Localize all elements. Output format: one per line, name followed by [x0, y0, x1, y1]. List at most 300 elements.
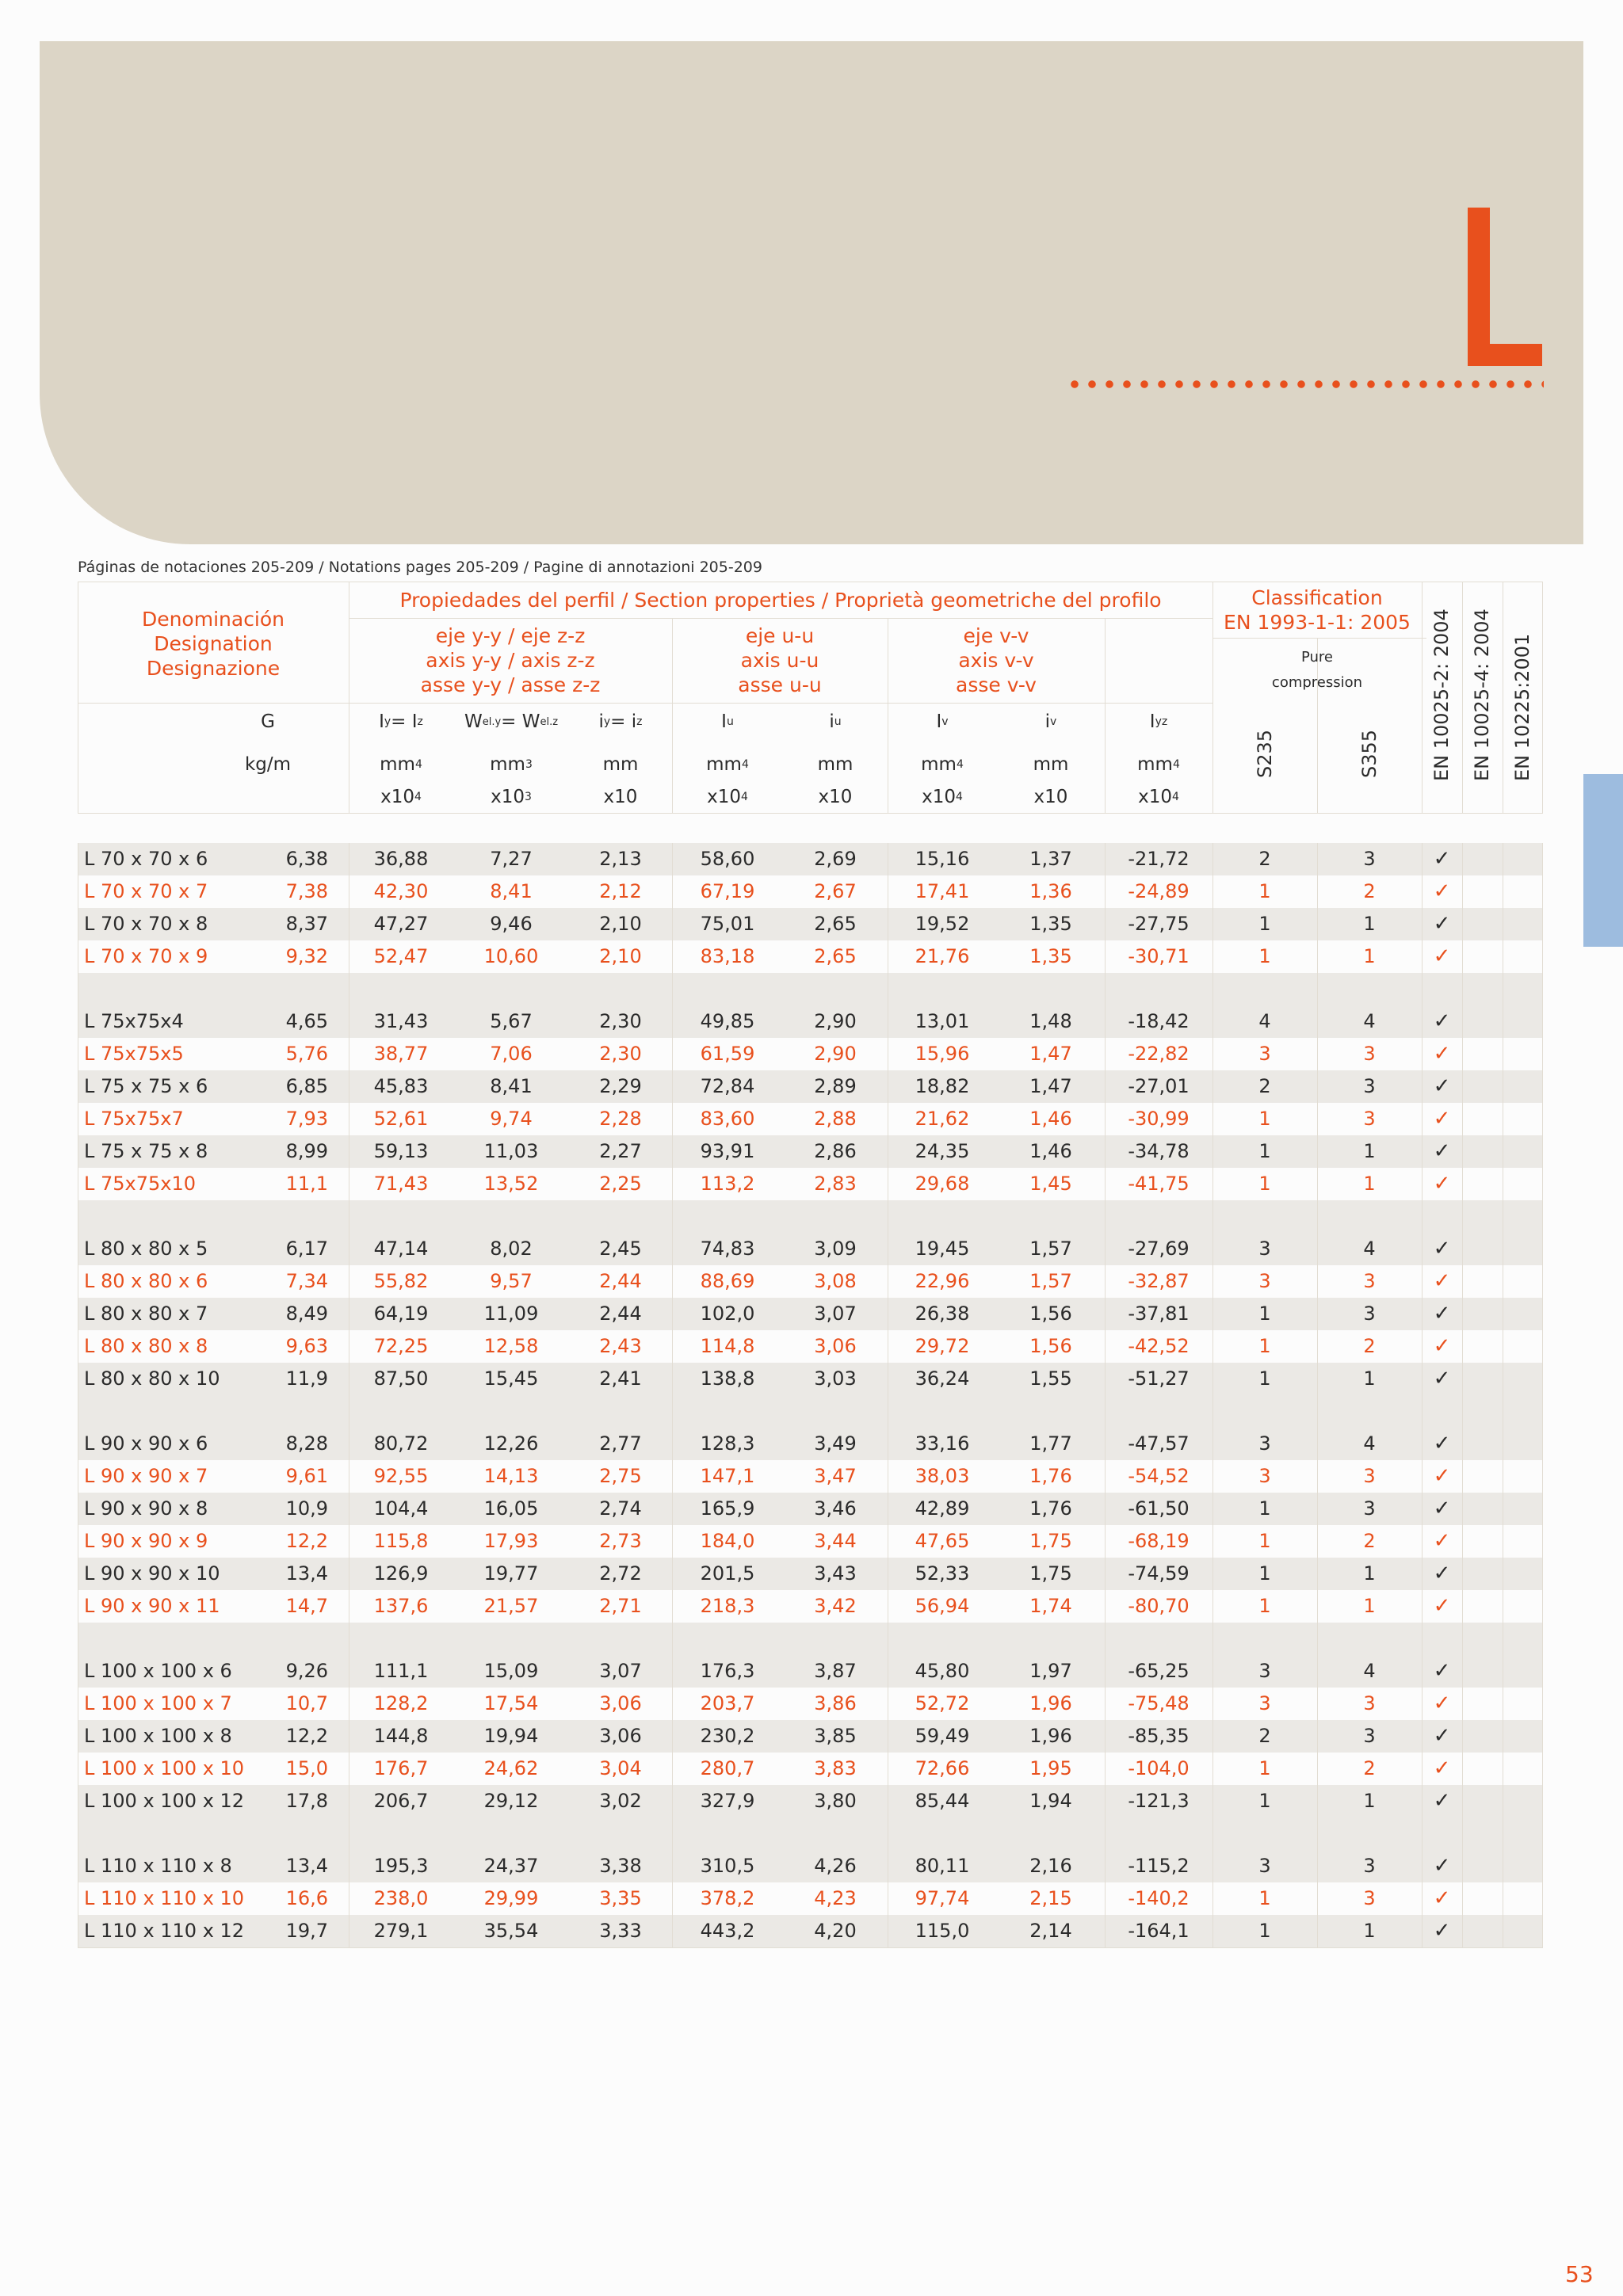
cell-iu: 203,7: [700, 1692, 755, 1714]
table-row: [78, 1590, 1543, 1623]
table-row: [78, 1720, 1543, 1753]
cell-wel: 8,02: [490, 1238, 533, 1260]
cell-iyz: -37,81: [1128, 1302, 1190, 1325]
cell-wel: 11,03: [483, 1140, 539, 1162]
col-iy-symbol: I y = I z: [379, 711, 423, 732]
cell-iu: 147,1: [700, 1465, 755, 1487]
cell-iv: 115,0: [915, 1920, 970, 1942]
cell-d: L 90 x 90 x 11: [84, 1595, 220, 1617]
cell-s355: 1: [1363, 1790, 1376, 1812]
table-row: [78, 1330, 1543, 1363]
table-row: [78, 1558, 1543, 1590]
cell-iy: 92,55: [373, 1465, 429, 1487]
cell-ru: 2,88: [814, 1108, 857, 1130]
cell-s235: 1: [1258, 1108, 1271, 1130]
cell-iv: 21,62: [915, 1108, 970, 1130]
cell-s235: 3: [1258, 1660, 1271, 1682]
cell-iy: 31,43: [373, 1010, 429, 1032]
cell-ru: 3,46: [814, 1497, 857, 1520]
cell-ry: 3,38: [599, 1855, 642, 1877]
cell-g: 10,9: [285, 1497, 328, 1520]
check-icon: ✓: [1433, 1139, 1451, 1163]
cell-g: 8,28: [285, 1432, 328, 1455]
cell-iyz: -65,25: [1128, 1660, 1190, 1682]
cell-s235: 3: [1258, 1043, 1271, 1065]
cell-s235: 1: [1258, 1302, 1271, 1325]
cell-rv: 1,48: [1029, 1010, 1072, 1032]
table-row: [78, 1915, 1543, 1947]
cell-g: 8,37: [285, 913, 328, 935]
cell-iyz: -85,35: [1128, 1725, 1190, 1747]
group-spacer-row: [78, 1623, 1543, 1655]
cell-d: L 110 x 110 x 10: [84, 1887, 245, 1909]
cell-d: L 90 x 90 x 7: [84, 1465, 208, 1487]
cell-iyz: -34,78: [1128, 1140, 1190, 1162]
col-ry-symbol: i y = i z: [598, 711, 643, 732]
table-row: [78, 1688, 1543, 1720]
col-wel-unit: mm 3: [490, 754, 533, 775]
cell-iyz: -115,2: [1128, 1855, 1190, 1877]
table-row: [78, 1428, 1543, 1460]
cell-ry: 2,12: [599, 880, 642, 902]
group-spacer-row: [78, 1817, 1543, 1850]
check-icon: ✓: [1433, 1886, 1451, 1910]
cell-s235: 2: [1258, 1075, 1271, 1097]
cell-wel: 29,99: [483, 1887, 539, 1909]
cell-iy: 38,77: [373, 1043, 429, 1065]
cell-iyz: -30,99: [1128, 1108, 1190, 1130]
cell-iu: 67,19: [700, 880, 755, 902]
group-spacer-row: [78, 973, 1543, 1005]
cell-iy: 47,14: [373, 1238, 429, 1260]
cell-iu: 83,60: [700, 1108, 755, 1130]
cell-rv: 2,14: [1029, 1920, 1072, 1942]
check-icon: ✓: [1433, 1107, 1451, 1131]
cell-wel: 19,94: [483, 1725, 539, 1747]
cell-ru: 3,83: [814, 1757, 857, 1779]
cell-wel: 8,41: [490, 1075, 533, 1097]
cell-s355: 3: [1363, 1108, 1376, 1130]
cell-iyz: -41,75: [1128, 1173, 1190, 1195]
cell-ry: 2,10: [599, 913, 642, 935]
cell-s355: 4: [1363, 1660, 1376, 1682]
cell-s355: 1: [1363, 1140, 1376, 1162]
cell-s355: 2: [1363, 1757, 1376, 1779]
cell-g: 12,2: [285, 1530, 328, 1552]
cell-ry: 2,13: [599, 848, 642, 870]
cell-wel: 12,58: [483, 1335, 539, 1357]
table-row: [78, 1265, 1543, 1298]
check-icon: ✓: [1433, 1789, 1451, 1813]
cell-iu: 102,0: [700, 1302, 755, 1325]
cell-ru: 2,86: [814, 1140, 857, 1162]
cell-iv: 38,03: [915, 1465, 970, 1487]
cell-rv: 1,47: [1029, 1075, 1072, 1097]
cell-iu: 49,85: [700, 1010, 755, 1032]
col-rv-factor: x10: [1033, 787, 1068, 807]
cell-iu: 75,01: [700, 913, 755, 935]
cell-iu: 74,83: [700, 1238, 755, 1260]
cell-iyz: -121,3: [1128, 1790, 1190, 1812]
cell-wel: 35,54: [483, 1920, 539, 1942]
cell-iyz: -18,42: [1128, 1010, 1190, 1032]
cell-s235: 3: [1258, 1465, 1271, 1487]
col-iv-symbol: I v: [936, 711, 949, 732]
cell-g: 4,65: [285, 1010, 328, 1032]
cell-ry: 2,30: [599, 1010, 642, 1032]
cell-wel: 29,12: [483, 1790, 539, 1812]
col-iu-unit: mm 4: [706, 754, 749, 775]
table-row: [78, 843, 1543, 875]
cell-s235: 1: [1258, 945, 1271, 967]
cell-iv: 52,33: [915, 1562, 970, 1585]
cell-wel: 15,09: [483, 1660, 539, 1682]
table-row: [78, 1655, 1543, 1688]
cell-iu: 165,9: [700, 1497, 755, 1520]
col-rv-symbol: i v: [1044, 711, 1057, 732]
cell-iu: 378,2: [700, 1887, 755, 1909]
cell-ry: 2,10: [599, 945, 642, 967]
cell-ru: 2,67: [814, 880, 857, 902]
cell-ru: 3,86: [814, 1692, 857, 1714]
cell-iv: 80,11: [915, 1855, 970, 1877]
cell-ru: 2,90: [814, 1010, 857, 1032]
cell-ry: 3,35: [599, 1887, 642, 1909]
table-row: [78, 1298, 1543, 1330]
axis-yz-header: eje y-y / eje z-z axis y-y / axis z-z asse y-y / asse z-z: [420, 624, 601, 696]
cell-g: 9,26: [285, 1660, 328, 1682]
check-icon: ✓: [1433, 1464, 1451, 1488]
table-row: [78, 940, 1543, 973]
cell-iy: 52,47: [373, 945, 429, 967]
cell-s235: 1: [1258, 1757, 1271, 1779]
cell-ru: 3,49: [814, 1432, 857, 1455]
check-icon: ✓: [1433, 1334, 1451, 1358]
cell-g: 9,32: [285, 945, 328, 967]
group-spacer-row: [78, 1200, 1543, 1233]
cell-iu: 113,2: [700, 1173, 755, 1195]
cell-ru: 2,65: [814, 945, 857, 967]
cell-rv: 1,57: [1029, 1270, 1072, 1292]
cell-rv: 1,46: [1029, 1140, 1072, 1162]
col-iu-factor: x10 4: [707, 787, 748, 807]
standard-en10225-label: EN 10225:2001: [1511, 633, 1533, 781]
cell-s355: 3: [1363, 1497, 1376, 1520]
cell-wel: 24,37: [483, 1855, 539, 1877]
cell-iyz: -22,82: [1128, 1043, 1190, 1065]
cell-d: L 110 x 110 x 8: [84, 1855, 232, 1877]
cell-s235: 3: [1258, 1855, 1271, 1877]
cell-iy: 52,61: [373, 1108, 429, 1130]
cell-d: L 70 x 70 x 8: [84, 913, 208, 935]
cell-iy: 144,8: [373, 1725, 429, 1747]
cell-iyz: -47,57: [1128, 1432, 1190, 1455]
cell-iy: 36,88: [373, 848, 429, 870]
cell-iu: 201,5: [700, 1562, 755, 1585]
cell-iv: 17,41: [915, 880, 970, 902]
cell-s355: 1: [1363, 945, 1376, 967]
cell-ru: 2,90: [814, 1043, 857, 1065]
cell-rv: 1,77: [1029, 1432, 1072, 1455]
cell-s355: 3: [1363, 1465, 1376, 1487]
cell-s235: 2: [1258, 848, 1271, 870]
cell-s355: 4: [1363, 1238, 1376, 1260]
table-row: [78, 1753, 1543, 1785]
cell-d: L 70 x 70 x 7: [84, 880, 208, 902]
col-g-unit: kg/m: [244, 754, 292, 775]
cell-iy: 64,19: [373, 1302, 429, 1325]
cell-iv: 18,82: [915, 1075, 970, 1097]
cell-iv: 24,35: [915, 1140, 970, 1162]
cell-g: 13,4: [285, 1855, 328, 1877]
cell-ry: 3,33: [599, 1920, 642, 1942]
cell-wel: 9,74: [490, 1108, 533, 1130]
table-row: [78, 1882, 1543, 1915]
cell-rv: 1,75: [1029, 1562, 1072, 1585]
cell-iy: 71,43: [373, 1173, 429, 1195]
col-ru-factor: x10: [818, 787, 853, 807]
cell-iv: 21,76: [915, 945, 970, 967]
cell-ry: 2,27: [599, 1140, 642, 1162]
col-iyz-unit: mm 4: [1137, 754, 1180, 775]
cell-rv: 1,37: [1029, 848, 1072, 870]
cell-wel: 9,46: [490, 913, 533, 935]
cell-iyz: -80,70: [1128, 1595, 1190, 1617]
table-row: [78, 1038, 1543, 1070]
cell-iv: 15,16: [915, 848, 970, 870]
table-row: [78, 1785, 1543, 1817]
cell-iu: 58,60: [700, 848, 755, 870]
col-rv-unit: mm: [1033, 754, 1069, 775]
check-icon: ✓: [1433, 1367, 1451, 1390]
cell-s355: 3: [1363, 1270, 1376, 1292]
cell-iv: 13,01: [915, 1010, 970, 1032]
cell-ru: 3,47: [814, 1465, 857, 1487]
cell-d: L 80 x 80 x 6: [84, 1270, 208, 1292]
cell-g: 6,17: [285, 1238, 328, 1260]
cell-wel: 11,09: [483, 1302, 539, 1325]
cell-g: 6,38: [285, 848, 328, 870]
cell-d: L 100 x 100 x 8: [84, 1725, 232, 1747]
cell-s235: 1: [1258, 880, 1271, 902]
cell-iu: 93,91: [700, 1140, 755, 1162]
check-icon: ✓: [1433, 1691, 1451, 1715]
cell-g: 12,2: [285, 1725, 328, 1747]
cell-g: 15,0: [285, 1757, 328, 1779]
cell-s235: 2: [1258, 1725, 1271, 1747]
cell-d: L 70 x 70 x 9: [84, 945, 208, 967]
cell-iu: 72,84: [700, 1075, 755, 1097]
cell-iu: 61,59: [700, 1043, 755, 1065]
cell-s355: 3: [1363, 848, 1376, 870]
cell-iy: 104,4: [373, 1497, 429, 1520]
cell-s235: 1: [1258, 1790, 1271, 1812]
cell-s355: 4: [1363, 1010, 1376, 1032]
cell-d: L 75 x 75 x 8: [84, 1140, 208, 1162]
cell-s355: 2: [1363, 1530, 1376, 1552]
cell-ru: 4,20: [814, 1920, 857, 1942]
cell-ru: 3,06: [814, 1335, 857, 1357]
cell-wel: 8,41: [490, 880, 533, 902]
check-icon: ✓: [1433, 1172, 1451, 1196]
cell-iv: 97,74: [915, 1887, 970, 1909]
axis-u-header: eje u-u axis u-u asse u-u: [738, 624, 822, 696]
col-wel-factor: x10 3: [491, 787, 532, 807]
cell-rv: 1,56: [1029, 1335, 1072, 1357]
cell-iyz: -140,2: [1128, 1887, 1190, 1909]
cell-ry: 2,45: [599, 1238, 642, 1260]
cell-g: 8,99: [285, 1140, 328, 1162]
cell-iy: 42,30: [373, 880, 429, 902]
table-row: [78, 1363, 1543, 1395]
cell-ru: 3,44: [814, 1530, 857, 1552]
grade-s355-label: S355: [1358, 729, 1381, 778]
cell-s355: 1: [1363, 1920, 1376, 1942]
section-letter-l: [1468, 208, 1542, 366]
col-ru-unit: mm: [817, 754, 854, 775]
cell-ry: 2,44: [599, 1302, 642, 1325]
table-header: [78, 582, 1543, 814]
cell-s235: 4: [1258, 1010, 1271, 1032]
cell-d: L 80 x 80 x 5: [84, 1238, 208, 1260]
cell-rv: 1,56: [1029, 1302, 1072, 1325]
col-wel-symbol: W el.y = W el.z: [464, 711, 559, 732]
cell-d: L 75x75x10: [84, 1173, 197, 1195]
cell-wel: 19,77: [483, 1562, 539, 1585]
cell-iv: 15,96: [915, 1043, 970, 1065]
cell-rv: 1,76: [1029, 1465, 1072, 1487]
standard-en10025-2-label: EN 10025-2: 2004: [1430, 608, 1453, 781]
col-iy-unit: mm 4: [380, 754, 422, 775]
section-properties-header: Propiedades del perfil / Section properties / Proprietà geometriche del profilo: [399, 588, 1162, 612]
col-ru-symbol: i u: [829, 711, 842, 732]
cell-s235: 3: [1258, 1692, 1271, 1714]
cell-wel: 17,54: [483, 1692, 539, 1714]
cell-iv: 85,44: [915, 1790, 970, 1812]
cell-ru: 3,43: [814, 1562, 857, 1585]
cell-rv: 1,76: [1029, 1497, 1072, 1520]
cell-s355: 2: [1363, 880, 1376, 902]
cell-s355: 3: [1363, 1075, 1376, 1097]
check-icon: ✓: [1433, 1432, 1451, 1455]
axis-v-header: eje v-v axis v-v asse v-v: [956, 624, 1037, 696]
cell-d: L 90 x 90 x 8: [84, 1497, 208, 1520]
page-number: 53: [1565, 2261, 1594, 2287]
cell-wel: 5,67: [490, 1010, 533, 1032]
standard-en10025-4-label: EN 10025-4: 2004: [1471, 608, 1493, 781]
check-icon: ✓: [1433, 1042, 1451, 1066]
cell-ry: 2,72: [599, 1562, 642, 1585]
check-icon: ✓: [1433, 1237, 1451, 1261]
cell-iy: 126,9: [373, 1562, 429, 1585]
cell-g: 14,7: [285, 1595, 328, 1617]
cell-d: L 90 x 90 x 6: [84, 1432, 208, 1455]
cell-iyz: -27,75: [1128, 913, 1190, 935]
cell-ry: 2,41: [599, 1367, 642, 1390]
check-icon: ✓: [1433, 1659, 1451, 1683]
cell-iu: 443,2: [700, 1920, 755, 1942]
table-row: [78, 1460, 1543, 1493]
cell-wel: 14,13: [483, 1465, 539, 1487]
cell-iyz: -27,69: [1128, 1238, 1190, 1260]
group-spacer-row: [78, 1395, 1543, 1428]
cell-rv: 1,94: [1029, 1790, 1072, 1812]
cell-s355: 2: [1363, 1335, 1376, 1357]
cell-g: 9,61: [285, 1465, 328, 1487]
cell-iyz: -21,72: [1128, 848, 1190, 870]
check-icon: ✓: [1433, 1074, 1451, 1098]
table-row: [78, 1070, 1543, 1103]
cell-g: 7,93: [285, 1108, 328, 1130]
cell-iu: 327,9: [700, 1790, 755, 1812]
table-row: [78, 1135, 1543, 1168]
cell-iu: 128,3: [700, 1432, 755, 1455]
check-icon: ✓: [1433, 1724, 1451, 1748]
cell-ry: 3,07: [599, 1660, 642, 1682]
cell-ry: 2,30: [599, 1043, 642, 1065]
cell-d: L 110 x 110 x 12: [84, 1920, 245, 1942]
cell-iy: 59,13: [373, 1140, 429, 1162]
check-icon: ✓: [1433, 1529, 1451, 1553]
cell-s355: 1: [1363, 1173, 1376, 1195]
cell-rv: 1,45: [1029, 1173, 1072, 1195]
cell-ry: 2,75: [599, 1465, 642, 1487]
cell-g: 7,38: [285, 880, 328, 902]
classification-header: Classification EN 1993-1-1: 2005: [1224, 585, 1411, 634]
cell-g: 10,7: [285, 1692, 328, 1714]
cell-iv: 19,45: [915, 1238, 970, 1260]
cell-ru: 3,08: [814, 1270, 857, 1292]
cell-ry: 2,77: [599, 1432, 642, 1455]
cell-iy: 176,7: [373, 1757, 429, 1779]
cell-ru: 2,69: [814, 848, 857, 870]
header-banner: [40, 41, 1583, 544]
cell-ru: 2,83: [814, 1173, 857, 1195]
table-row: [78, 1168, 1543, 1200]
cell-rv: 1,75: [1029, 1530, 1072, 1552]
cell-g: 5,76: [285, 1043, 328, 1065]
cell-ru: 3,07: [814, 1302, 857, 1325]
cell-wel: 16,05: [483, 1497, 539, 1520]
cell-ry: 2,71: [599, 1595, 642, 1617]
cell-rv: 1,46: [1029, 1108, 1072, 1130]
cell-iyz: -61,50: [1128, 1497, 1190, 1520]
notations-reference: Páginas de notaciones 205-209 / Notations pages 205-209 / Pagine di annotazioni 205-209: [78, 559, 762, 576]
col-g-symbol: G: [261, 711, 275, 732]
table-row: [78, 1005, 1543, 1038]
cell-s355: 3: [1363, 1043, 1376, 1065]
cell-rv: 1,35: [1029, 945, 1072, 967]
cell-ry: 3,04: [599, 1757, 642, 1779]
cell-iu: 176,3: [700, 1660, 755, 1682]
cell-d: L 75x75x5: [84, 1043, 184, 1065]
cell-d: L 80 x 80 x 7: [84, 1302, 208, 1325]
cell-iv: 52,72: [915, 1692, 970, 1714]
cell-iyz: -104,0: [1128, 1757, 1190, 1779]
cell-rv: 1,95: [1029, 1757, 1072, 1779]
cell-iyz: -42,52: [1128, 1335, 1190, 1357]
cell-ry: 2,29: [599, 1075, 642, 1097]
cell-ru: 3,42: [814, 1595, 857, 1617]
cell-s235: 3: [1258, 1270, 1271, 1292]
cell-iv: 56,94: [915, 1595, 970, 1617]
cell-iy: 47,27: [373, 913, 429, 935]
cell-s235: 1: [1258, 1335, 1271, 1357]
check-icon: ✓: [1433, 944, 1451, 968]
cell-g: 17,8: [285, 1790, 328, 1812]
cell-ru: 4,23: [814, 1887, 857, 1909]
cell-iv: 72,66: [915, 1757, 970, 1779]
